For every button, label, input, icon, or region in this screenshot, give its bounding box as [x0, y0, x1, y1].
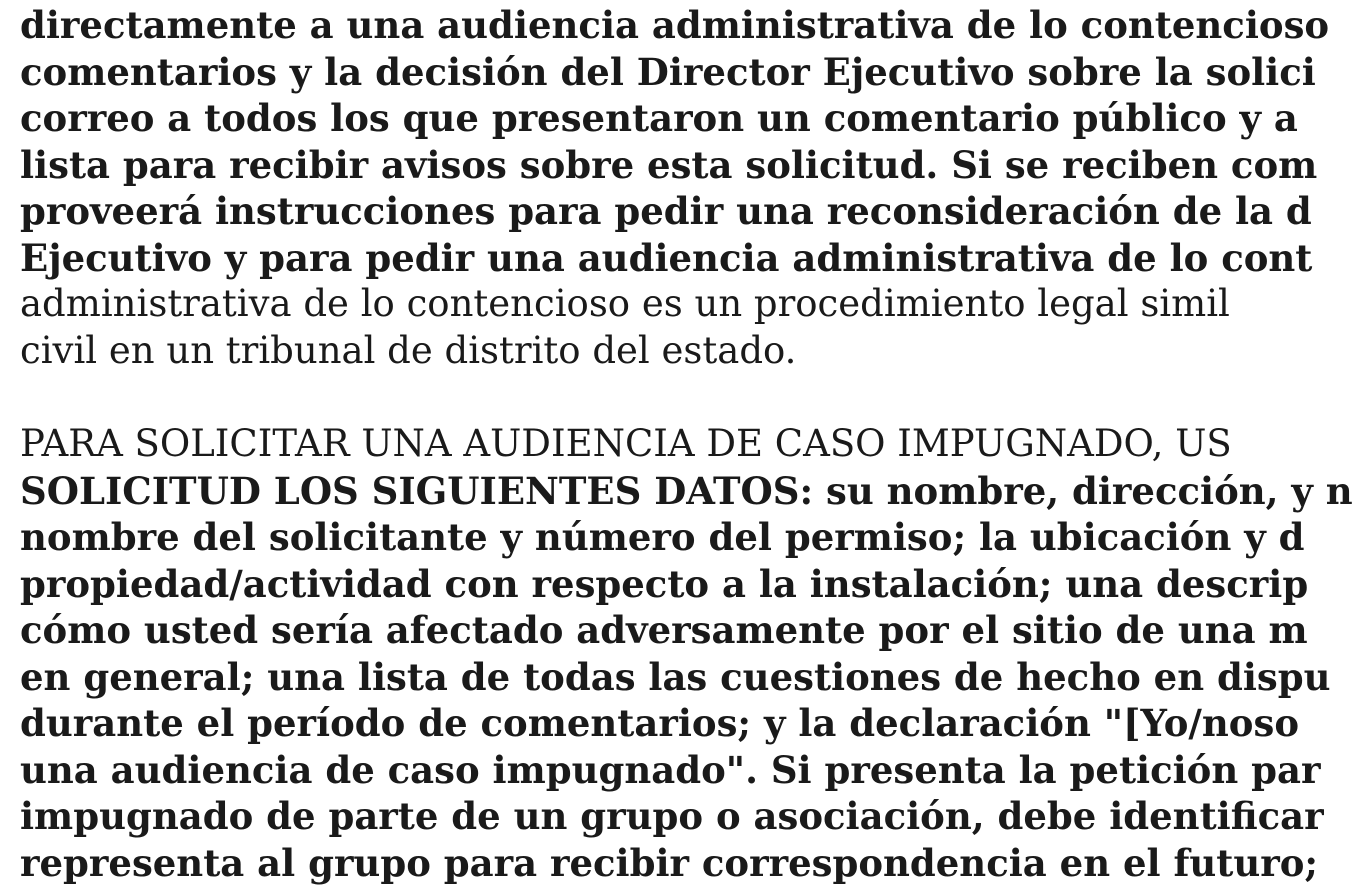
paragraph-line: administrativa de lo contencioso es un procedimiento legal simil [20, 282, 1230, 325]
paragraph-heading-line: PARA SOLICITAR UNA AUDIENCIA DE CASO IMPUGNADO, US [20, 422, 1232, 465]
paragraph-line: directamente a una audiencia administrativa de lo contencioso [20, 3, 1330, 47]
paragraph-2 [20, 421, 1353, 886]
document-page [20, 0, 1353, 886]
paragraph-line: nombre del solicitante y número del permiso; la ubicación y d [20, 515, 1305, 559]
paragraph-line: correo a todos los que presentaron un comentario público y a [20, 96, 1298, 140]
paragraph-line: propiedad/actividad con respecto a la instalación; una descrip [20, 561, 1309, 606]
paragraph-line: durante el período de comentarios; y la declaración "[Yo/noso [20, 701, 1299, 745]
paragraph-line: SOLICITUD LOS SIGUIENTES DATOS: su nombre, dirección, y n [20, 468, 1353, 513]
paragraph-line: impugnado de parte de un grupo o asociación, debe identificar [20, 794, 1324, 838]
paragraph-line: Ejecutivo y para pedir una audiencia administrativa de lo cont [20, 235, 1313, 280]
paragraph-line: representa al grupo para recibir correspondencia en el futuro; [20, 840, 1319, 885]
paragraph-line: en general; una lista de todas las cuestiones de hecho en dispu [20, 654, 1331, 699]
paragraph-spacer [20, 374, 1320, 421]
paragraph-1 [20, 2, 1330, 374]
paragraph-line: lista para recibir avisos sobre esta solicitud. Si se reciben com [20, 142, 1318, 187]
paragraph-line: una audiencia de caso impugnado". Si presenta la petición par [20, 747, 1321, 792]
paragraph-line: proveerá instrucciones para pedir una reconsideración de la d [20, 189, 1312, 233]
paragraph-line: comentarios y la decisión del Director Ejecutivo sobre la solici [20, 49, 1316, 94]
paragraph-line: cómo usted sería afectado adversamente por el sitio de una m [20, 608, 1308, 652]
paragraph-line: civil en un tribunal de distrito del estado. [20, 328, 797, 372]
